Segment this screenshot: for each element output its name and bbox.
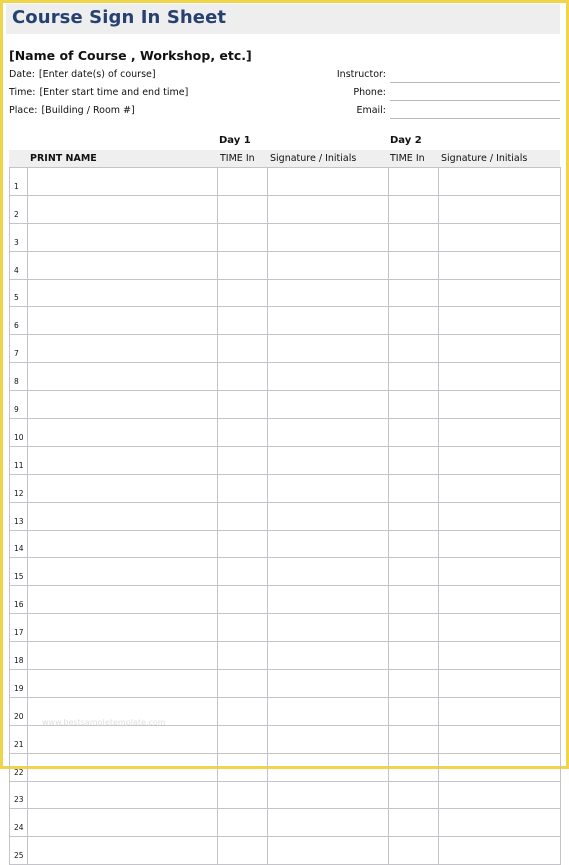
time-in-1-cell[interactable] bbox=[218, 363, 268, 391]
signature-1-cell[interactable] bbox=[268, 586, 389, 614]
time-in-1-cell[interactable] bbox=[218, 474, 268, 502]
time-in-1-cell[interactable] bbox=[218, 335, 268, 363]
time-in-1-cell[interactable] bbox=[218, 753, 268, 781]
time-in-1-cell[interactable] bbox=[218, 586, 268, 614]
print-name-cell[interactable] bbox=[28, 502, 218, 530]
time-in-1-cell[interactable] bbox=[218, 502, 268, 530]
sign-in-table bbox=[9, 167, 561, 865]
time-in-2-cell[interactable] bbox=[389, 670, 439, 698]
table-row bbox=[10, 195, 561, 223]
signature-1-cell[interactable] bbox=[268, 642, 389, 670]
time-in-2-cell[interactable] bbox=[389, 307, 439, 335]
time-in-1-cell[interactable] bbox=[218, 419, 268, 447]
time-label: Time: bbox=[9, 87, 36, 98]
print-name-cell[interactable] bbox=[28, 837, 218, 865]
email-field[interactable] bbox=[390, 118, 560, 119]
signature-1-cell[interactable] bbox=[268, 363, 389, 391]
signature-2-cell[interactable] bbox=[439, 530, 561, 558]
table-row bbox=[10, 279, 561, 307]
table-row bbox=[10, 753, 561, 781]
signature-1-cell[interactable] bbox=[268, 391, 389, 419]
table-row bbox=[10, 168, 561, 196]
row-number: 13 bbox=[10, 502, 28, 530]
date-label: Date: bbox=[9, 69, 35, 80]
table-row bbox=[10, 363, 561, 391]
table-row bbox=[10, 335, 561, 363]
table-row bbox=[10, 614, 561, 642]
row-number: 20 bbox=[10, 697, 28, 725]
signature-2-cell[interactable] bbox=[439, 586, 561, 614]
signature-1-cell[interactable] bbox=[268, 446, 389, 474]
table-header bbox=[9, 150, 560, 167]
time-in-1-cell[interactable] bbox=[218, 670, 268, 698]
print-name-cell[interactable] bbox=[28, 307, 218, 335]
time-in-2-cell[interactable] bbox=[389, 335, 439, 363]
signature-1-cell[interactable] bbox=[268, 837, 389, 865]
phone-label: Phone: bbox=[353, 87, 386, 98]
signature-1-cell[interactable] bbox=[268, 279, 389, 307]
title-bar bbox=[6, 4, 560, 34]
table-row bbox=[10, 809, 561, 837]
print-name-cell[interactable] bbox=[28, 335, 218, 363]
signature-2-cell[interactable] bbox=[439, 614, 561, 642]
print-name-cell[interactable] bbox=[28, 614, 218, 642]
time-in-1-cell[interactable] bbox=[218, 168, 268, 196]
row-number: 9 bbox=[10, 391, 28, 419]
time-in-1-cell[interactable] bbox=[218, 781, 268, 809]
time-line bbox=[9, 87, 188, 98]
table-row bbox=[10, 223, 561, 251]
date-line bbox=[9, 69, 156, 80]
signature-2-cell[interactable] bbox=[439, 446, 561, 474]
signature-2-cell[interactable] bbox=[439, 725, 561, 753]
time-value: [Enter start time and end time] bbox=[39, 87, 189, 98]
time-in-2-cell[interactable] bbox=[389, 781, 439, 809]
place-label: Place: bbox=[9, 105, 38, 116]
row-number: 10 bbox=[10, 419, 28, 447]
signature-1-cell[interactable] bbox=[268, 474, 389, 502]
time-in-2-cell[interactable] bbox=[389, 809, 439, 837]
row-number: 2 bbox=[10, 195, 28, 223]
table-row bbox=[10, 725, 561, 753]
time-in-2-cell[interactable] bbox=[389, 251, 439, 279]
row-number: 7 bbox=[10, 335, 28, 363]
signature-1-cell[interactable] bbox=[268, 558, 389, 586]
email-label: Email: bbox=[356, 105, 386, 116]
time-in-1-cell[interactable] bbox=[218, 223, 268, 251]
time-in-1-cell[interactable] bbox=[218, 725, 268, 753]
signature-2-cell[interactable] bbox=[439, 307, 561, 335]
time-in-2-cell[interactable] bbox=[389, 502, 439, 530]
signature-2-cell[interactable] bbox=[439, 279, 561, 307]
time-in-2-cell[interactable] bbox=[389, 725, 439, 753]
print-name-cell[interactable] bbox=[28, 419, 218, 447]
signature-2-cell[interactable] bbox=[439, 391, 561, 419]
table-row bbox=[10, 307, 561, 335]
time-in-2-cell[interactable] bbox=[389, 195, 439, 223]
header-time-in-1: TIME In bbox=[220, 153, 255, 164]
time-in-2-cell[interactable] bbox=[389, 586, 439, 614]
signature-2-cell[interactable] bbox=[439, 419, 561, 447]
signature-1-cell[interactable] bbox=[268, 530, 389, 558]
time-in-2-cell[interactable] bbox=[389, 474, 439, 502]
time-in-2-cell[interactable] bbox=[389, 363, 439, 391]
signature-1-cell[interactable] bbox=[268, 725, 389, 753]
time-in-1-cell[interactable] bbox=[218, 446, 268, 474]
print-name-cell[interactable] bbox=[28, 725, 218, 753]
row-number: 12 bbox=[10, 474, 28, 502]
print-name-cell[interactable] bbox=[28, 558, 218, 586]
table-row bbox=[10, 837, 561, 865]
time-in-1-cell[interactable] bbox=[218, 530, 268, 558]
signature-1-cell[interactable] bbox=[268, 335, 389, 363]
time-in-2-cell[interactable] bbox=[389, 446, 439, 474]
row-number: 18 bbox=[10, 642, 28, 670]
time-in-2-cell[interactable] bbox=[389, 753, 439, 781]
signature-2-cell[interactable] bbox=[439, 753, 561, 781]
print-name-cell[interactable] bbox=[28, 809, 218, 837]
time-in-2-cell[interactable] bbox=[389, 558, 439, 586]
signature-2-cell[interactable] bbox=[439, 223, 561, 251]
row-number: 24 bbox=[10, 809, 28, 837]
time-in-2-cell[interactable] bbox=[389, 837, 439, 865]
header-print-name: PRINT NAME bbox=[30, 153, 97, 164]
time-in-1-cell[interactable] bbox=[218, 195, 268, 223]
time-in-2-cell[interactable] bbox=[389, 168, 439, 196]
time-in-2-cell[interactable] bbox=[389, 419, 439, 447]
day2-label: Day 2 bbox=[390, 135, 422, 146]
row-number: 11 bbox=[10, 446, 28, 474]
table-row bbox=[10, 251, 561, 279]
signature-2-cell[interactable] bbox=[439, 697, 561, 725]
instructor-field[interactable] bbox=[390, 82, 560, 83]
time-in-2-cell[interactable] bbox=[389, 697, 439, 725]
header-time-in-2: TIME In bbox=[390, 153, 425, 164]
time-in-1-cell[interactable] bbox=[218, 614, 268, 642]
signature-2-cell[interactable] bbox=[439, 809, 561, 837]
time-in-1-cell[interactable] bbox=[218, 279, 268, 307]
row-number: 19 bbox=[10, 670, 28, 698]
row-number: 4 bbox=[10, 251, 28, 279]
signature-1-cell[interactable] bbox=[268, 195, 389, 223]
signature-1-cell[interactable] bbox=[268, 781, 389, 809]
table-row bbox=[10, 781, 561, 809]
print-name-cell[interactable] bbox=[28, 530, 218, 558]
signature-2-cell[interactable] bbox=[439, 642, 561, 670]
signature-2-cell[interactable] bbox=[439, 195, 561, 223]
signature-2-cell[interactable] bbox=[439, 168, 561, 196]
signature-1-cell[interactable] bbox=[268, 223, 389, 251]
signature-1-cell[interactable] bbox=[268, 614, 389, 642]
row-number: 16 bbox=[10, 586, 28, 614]
header-signature-2: Signature / Initials bbox=[441, 153, 528, 164]
table-row bbox=[10, 670, 561, 698]
signature-2-cell[interactable] bbox=[439, 781, 561, 809]
day1-label: Day 1 bbox=[219, 135, 251, 146]
print-name-cell[interactable] bbox=[28, 391, 218, 419]
time-in-1-cell[interactable] bbox=[218, 697, 268, 725]
time-in-1-cell[interactable] bbox=[218, 837, 268, 865]
print-name-cell[interactable] bbox=[28, 670, 218, 698]
instructor-label: Instructor: bbox=[336, 69, 386, 80]
page-title: Course Sign In Sheet bbox=[12, 7, 227, 28]
time-in-2-cell[interactable] bbox=[389, 530, 439, 558]
signature-2-cell[interactable] bbox=[439, 251, 561, 279]
row-number: 21 bbox=[10, 725, 28, 753]
table-row bbox=[10, 558, 561, 586]
signature-1-cell[interactable] bbox=[268, 809, 389, 837]
print-name-cell[interactable] bbox=[28, 642, 218, 670]
table-row bbox=[10, 586, 561, 614]
signature-1-cell[interactable] bbox=[268, 419, 389, 447]
row-number: 17 bbox=[10, 614, 28, 642]
row-number: 6 bbox=[10, 307, 28, 335]
signature-2-cell[interactable] bbox=[439, 837, 561, 865]
date-value: [Enter date(s) of course] bbox=[38, 69, 156, 80]
signature-1-cell[interactable] bbox=[268, 502, 389, 530]
row-number: 5 bbox=[10, 279, 28, 307]
watermark: www.bestsampletemplate.com bbox=[42, 718, 166, 727]
table-row bbox=[10, 530, 561, 558]
header-signature-1: Signature / Initials bbox=[270, 153, 357, 164]
signature-1-cell[interactable] bbox=[268, 670, 389, 698]
signature-2-cell[interactable] bbox=[439, 558, 561, 586]
time-in-1-cell[interactable] bbox=[218, 251, 268, 279]
signature-2-cell[interactable] bbox=[439, 502, 561, 530]
time-in-2-cell[interactable] bbox=[389, 279, 439, 307]
time-in-1-cell[interactable] bbox=[218, 809, 268, 837]
print-name-cell[interactable] bbox=[28, 168, 218, 196]
signature-2-cell[interactable] bbox=[439, 363, 561, 391]
print-name-cell[interactable] bbox=[28, 474, 218, 502]
print-name-cell[interactable] bbox=[28, 781, 218, 809]
signature-2-cell[interactable] bbox=[439, 335, 561, 363]
time-in-2-cell[interactable] bbox=[389, 614, 439, 642]
row-number: 14 bbox=[10, 530, 28, 558]
place-line bbox=[9, 105, 135, 116]
course-name: [Name of Course , Workshop, etc.] bbox=[9, 48, 252, 63]
signature-2-cell[interactable] bbox=[439, 474, 561, 502]
table-row bbox=[10, 474, 561, 502]
place-value: [Building / Room #] bbox=[41, 105, 135, 116]
signature-1-cell[interactable] bbox=[268, 697, 389, 725]
row-number: 8 bbox=[10, 363, 28, 391]
row-number: 3 bbox=[10, 223, 28, 251]
phone-field[interactable] bbox=[390, 100, 560, 101]
time-in-1-cell[interactable] bbox=[218, 307, 268, 335]
print-name-cell[interactable] bbox=[28, 223, 218, 251]
time-in-2-cell[interactable] bbox=[389, 391, 439, 419]
row-number: 25 bbox=[10, 837, 28, 865]
row-number: 1 bbox=[10, 168, 28, 196]
time-in-1-cell[interactable] bbox=[218, 642, 268, 670]
row-number: 15 bbox=[10, 558, 28, 586]
table-row bbox=[10, 419, 561, 447]
signature-1-cell[interactable] bbox=[268, 251, 389, 279]
row-number: 23 bbox=[10, 781, 28, 809]
table-row bbox=[10, 446, 561, 474]
time-in-1-cell[interactable] bbox=[218, 391, 268, 419]
signature-1-cell[interactable] bbox=[268, 753, 389, 781]
signature-1-cell[interactable] bbox=[268, 307, 389, 335]
print-name-cell[interactable] bbox=[28, 446, 218, 474]
table-row bbox=[10, 502, 561, 530]
row-number: 22 bbox=[10, 753, 28, 781]
print-name-cell[interactable] bbox=[28, 251, 218, 279]
table-row bbox=[10, 642, 561, 670]
print-name-cell[interactable] bbox=[28, 363, 218, 391]
time-in-2-cell[interactable] bbox=[389, 223, 439, 251]
print-name-cell[interactable] bbox=[28, 753, 218, 781]
signature-2-cell[interactable] bbox=[439, 670, 561, 698]
print-name-cell[interactable] bbox=[28, 195, 218, 223]
time-in-1-cell[interactable] bbox=[218, 558, 268, 586]
table-row bbox=[10, 391, 561, 419]
print-name-cell[interactable] bbox=[28, 586, 218, 614]
signature-1-cell[interactable] bbox=[268, 168, 389, 196]
print-name-cell[interactable] bbox=[28, 279, 218, 307]
time-in-2-cell[interactable] bbox=[389, 642, 439, 670]
